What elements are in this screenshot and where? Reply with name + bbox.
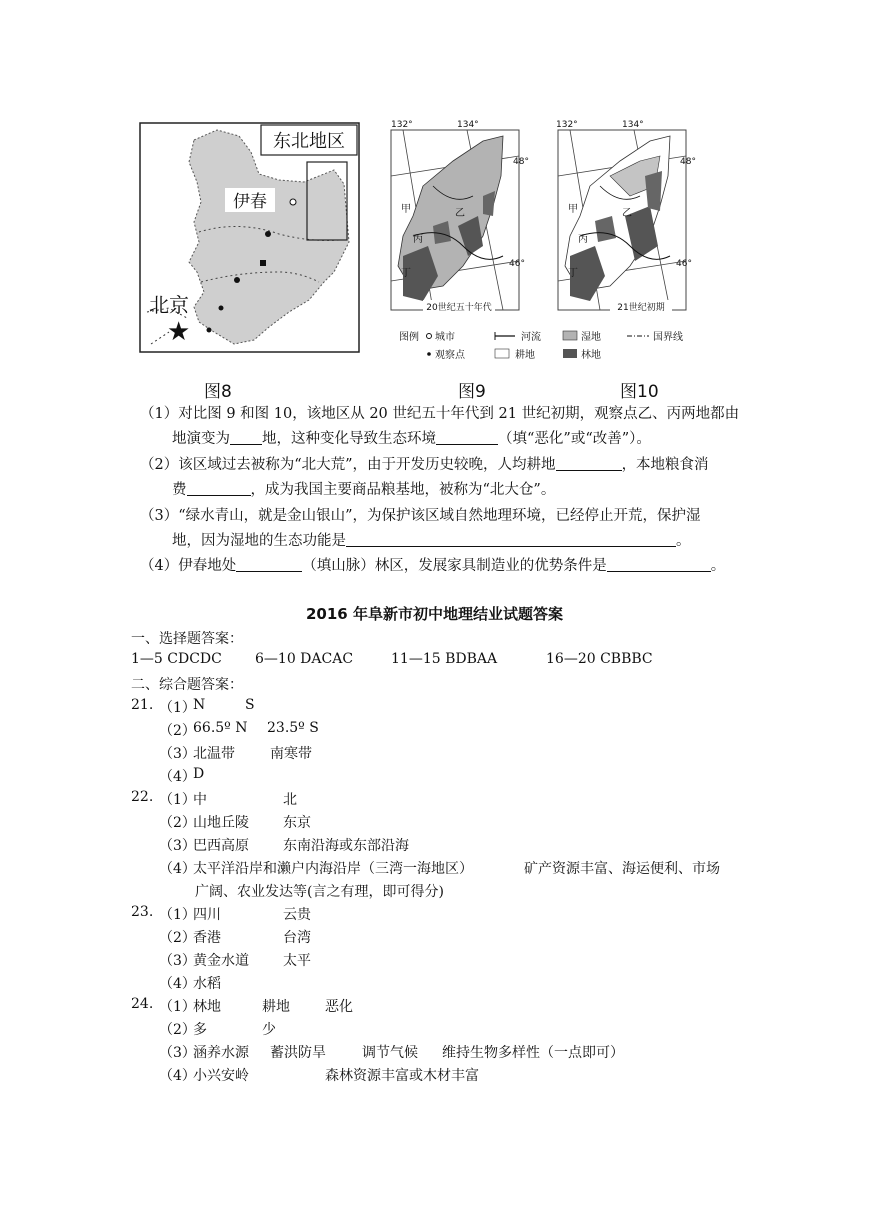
svg-text:46°: 46° bbox=[676, 259, 692, 269]
svg-text:图例: 图例 bbox=[399, 332, 419, 343]
svg-text:观察点: 观察点 bbox=[435, 350, 465, 361]
answer-subnumber: （3） bbox=[159, 1045, 196, 1061]
label-beijing: 北京 bbox=[149, 293, 189, 317]
answer-value: 中 bbox=[193, 792, 207, 808]
svg-text:46°: 46° bbox=[509, 259, 525, 269]
answer-subnumber: （4） bbox=[159, 861, 196, 877]
answer-value: 太平洋沿岸和濑户内海沿岸（三湾一海地区） bbox=[193, 861, 473, 877]
answer-blank[interactable] bbox=[607, 557, 711, 572]
answer-value: 恶化 bbox=[325, 999, 353, 1015]
answer-blank[interactable] bbox=[230, 430, 262, 445]
answer-value: 南寒带 bbox=[270, 746, 312, 762]
answer-value: 多 bbox=[193, 1022, 207, 1038]
answer-subnumber: （4） bbox=[159, 1068, 196, 1084]
answer-value: 四川 bbox=[193, 907, 221, 923]
answer-value: N bbox=[193, 697, 206, 713]
answer-subnumber: （3） bbox=[159, 746, 196, 762]
fig9-caption: 图9 bbox=[458, 382, 486, 402]
answer-value: 广阔、农业发达等(言之有理，即可得分) bbox=[195, 884, 444, 900]
question-2-line1: （2）该区域过去被称为“北大荒”，由于开发历史较晚，人均耕地 ，本地粮食消 bbox=[140, 457, 709, 473]
answer-subnumber: （2） bbox=[159, 723, 196, 739]
svg-text:湿地: 湿地 bbox=[581, 332, 601, 343]
answer-value: 北 bbox=[283, 792, 297, 808]
answer-value: 东南沿海或东部沿海 bbox=[283, 838, 409, 854]
mc-answers-1: 1—5 CDCDC bbox=[131, 651, 222, 667]
answer-value: 林地 bbox=[193, 999, 221, 1015]
question-3-line1: （3）“绿水青山，就是金山银山”，为保护该区域自然地理环境，已经停止开荒，保护湿 bbox=[140, 508, 701, 524]
answer-value: 蓄洪防旱 bbox=[270, 1045, 326, 1061]
svg-text:132°: 132° bbox=[391, 120, 413, 130]
answer-value: 调节气候 bbox=[362, 1045, 418, 1061]
answer-subnumber: （4） bbox=[159, 769, 196, 785]
svg-text:132°: 132° bbox=[556, 120, 578, 130]
label-yichun: 伊春 bbox=[233, 192, 267, 212]
section-1-heading: 一、选择题答案： bbox=[131, 631, 243, 647]
question-4: （4）伊春地处 （填山脉）林区，发展家具制造业的优势条件是 。 bbox=[140, 558, 726, 574]
answer-value: 小兴安岭 bbox=[193, 1068, 249, 1084]
beijing-star-icon: ★ bbox=[167, 317, 191, 347]
answer-value: 台湾 bbox=[283, 930, 311, 946]
svg-text:林地: 林地 bbox=[581, 350, 601, 361]
fig10-caption: 图10 bbox=[620, 382, 659, 402]
answer-subnumber: （2） bbox=[159, 1022, 196, 1038]
answers-title: 2016 年阜新市初中地理结业试题答案 bbox=[306, 605, 563, 623]
answer-value: D bbox=[193, 766, 205, 782]
yichun-city-dot bbox=[290, 199, 296, 205]
answer-question-number: 23. bbox=[131, 904, 154, 920]
answer-value: 水稻 bbox=[193, 976, 221, 992]
question-2-line2: 费 ，成为我国主要商品粮基地，被称为“北大仓”。 bbox=[172, 482, 556, 498]
fig10-era: 21世纪初期 bbox=[617, 303, 665, 313]
answer-subnumber: （2） bbox=[159, 815, 196, 831]
svg-text:丁: 丁 bbox=[401, 268, 411, 279]
svg-text:48°: 48° bbox=[513, 157, 529, 167]
answer-value: 山地丘陵 bbox=[193, 815, 249, 831]
answer-value: 23.5º S bbox=[267, 720, 319, 736]
answer-value: 太平 bbox=[283, 953, 311, 969]
answer-value: 巴西高原 bbox=[193, 838, 249, 854]
answer-value: 云贵 bbox=[283, 907, 311, 923]
answer-subnumber: （3） bbox=[159, 838, 196, 854]
answer-question-number: 22. bbox=[131, 789, 154, 805]
svg-text:丁: 丁 bbox=[568, 268, 578, 279]
svg-text:丙: 丙 bbox=[578, 234, 588, 245]
answer-subnumber: （1） bbox=[159, 700, 196, 716]
answer-value: 涵养水源 bbox=[193, 1045, 249, 1061]
answer-value: 少 bbox=[262, 1022, 276, 1038]
answer-subnumber: （3） bbox=[159, 953, 196, 969]
answer-blank[interactable] bbox=[436, 430, 498, 445]
answer-subnumber: （2） bbox=[159, 930, 196, 946]
mc-answers-3: 11—15 BDBAA bbox=[391, 651, 498, 667]
answer-blank[interactable] bbox=[556, 456, 622, 471]
svg-text:乙: 乙 bbox=[622, 208, 632, 219]
answer-value: S bbox=[245, 697, 255, 713]
svg-text:甲: 甲 bbox=[401, 204, 411, 215]
question-3-line2: 地，因为湿地的生态功能是 。 bbox=[172, 533, 691, 549]
answer-value: 维持生物多样性（一点即可） bbox=[442, 1045, 624, 1061]
question-1-line1: （1）对比图 9 和图 10，该地区从 20 世纪五十年代到 21 世纪初期，观察点乙、丙两地都由 bbox=[140, 406, 740, 422]
svg-text:国界线: 国界线 bbox=[653, 332, 683, 343]
answer-value: 耕地 bbox=[262, 999, 290, 1015]
svg-text:乙: 乙 bbox=[455, 208, 465, 219]
figure-10-map bbox=[550, 116, 700, 326]
answer-blank[interactable] bbox=[187, 481, 251, 496]
svg-text:城市: 城市 bbox=[435, 332, 455, 343]
question-1-line2: 地演变为 地，这种变化导致生态环境 （填“恶化”或“改善”）。 bbox=[172, 431, 651, 447]
section-2-heading: 二、综合题答案： bbox=[131, 677, 243, 693]
answer-blank[interactable] bbox=[236, 557, 302, 572]
svg-text:耕地: 耕地 bbox=[515, 350, 535, 361]
mc-answers-4: 16—20 CBBBC bbox=[546, 651, 653, 667]
answer-subnumber: （1） bbox=[159, 999, 196, 1015]
answer-value: 北温带 bbox=[193, 746, 235, 762]
answer-subnumber: （1） bbox=[159, 907, 196, 923]
fig9-era: 20世纪五十年代 bbox=[426, 303, 492, 313]
answer-question-number: 24. bbox=[131, 996, 154, 1012]
svg-text:甲: 甲 bbox=[568, 204, 578, 215]
answer-subnumber: （1） bbox=[159, 792, 196, 808]
answer-value: 香港 bbox=[193, 930, 221, 946]
figure-9-map bbox=[383, 116, 529, 326]
fig8-caption: 图8 bbox=[204, 382, 232, 402]
answer-value: 森林资源丰富或木材丰富 bbox=[325, 1068, 479, 1084]
answer-subnumber: （4） bbox=[159, 976, 196, 992]
svg-text:48°: 48° bbox=[680, 157, 696, 167]
svg-text:丙: 丙 bbox=[413, 234, 423, 245]
answer-value: 黄金水道 bbox=[193, 953, 249, 969]
answer-value: 东京 bbox=[283, 815, 311, 831]
map-legend bbox=[397, 328, 717, 364]
answer-value: 66.5º N bbox=[193, 720, 248, 736]
mc-answers-2: 6—10 DACAC bbox=[255, 651, 354, 667]
answer-question-number: 21. bbox=[131, 697, 154, 713]
svg-text:河流: 河流 bbox=[521, 332, 541, 343]
answer-value: 矿产资源丰富、海运便利、市场 bbox=[524, 861, 720, 877]
answer-blank[interactable] bbox=[346, 532, 676, 547]
fig8-title: 东北地区 bbox=[273, 131, 345, 152]
figure-8-map bbox=[139, 122, 361, 354]
svg-text:134°: 134° bbox=[622, 120, 644, 130]
svg-text:134°: 134° bbox=[457, 120, 479, 130]
